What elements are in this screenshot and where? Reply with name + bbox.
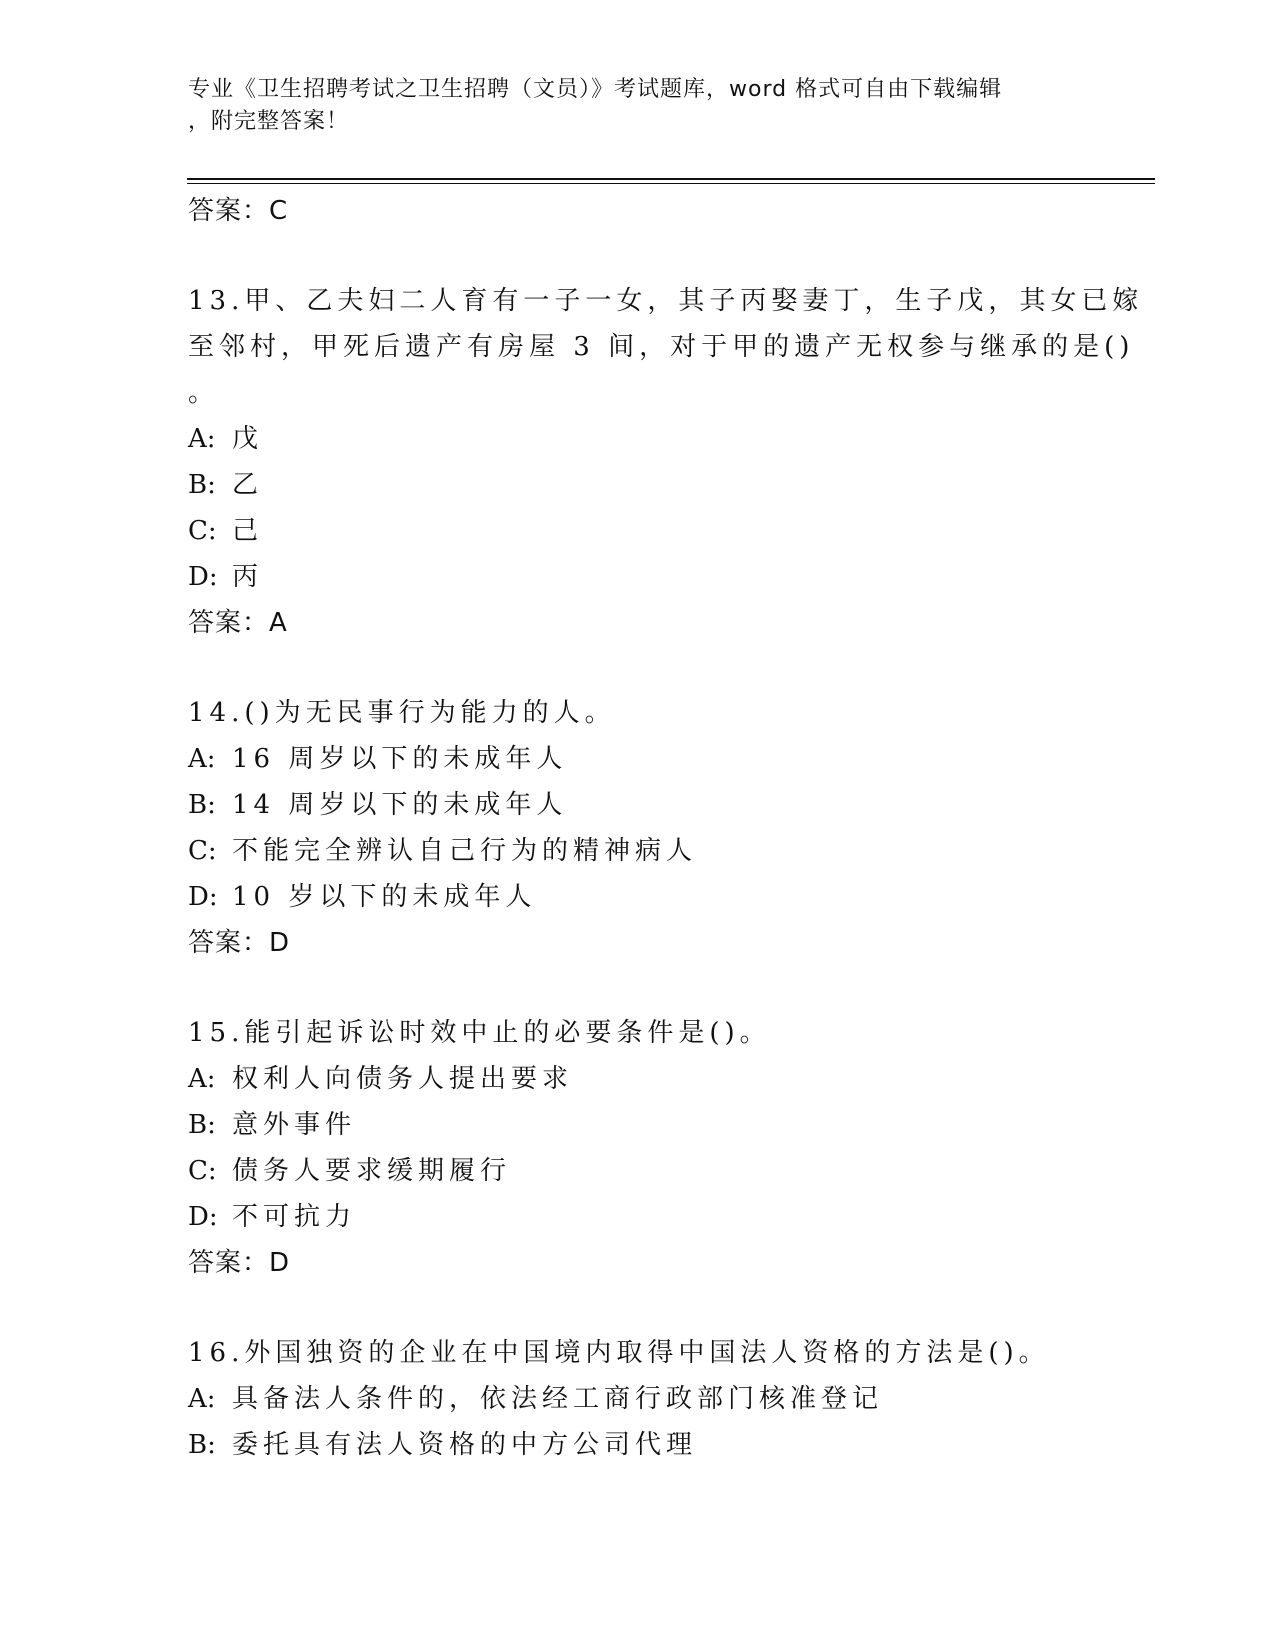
option-letter: A: — [188, 744, 216, 774]
option-a — [188, 416, 1148, 462]
option-text: 10 岁以下的未成年人 — [232, 882, 537, 912]
option-text: 不能完全辨认自己行为的精神病人 — [232, 836, 698, 866]
answer-line: 答案：D — [188, 1248, 291, 1278]
option-text: 委托具有法人资格的中方公司代理 — [232, 1430, 698, 1460]
option-c — [188, 508, 1148, 554]
question-14 — [188, 690, 1148, 966]
option-text: 己 — [232, 516, 264, 546]
question-15 — [188, 1010, 1148, 1286]
spacer — [188, 646, 1148, 690]
option-a — [188, 1376, 1148, 1422]
option-text: 戊 — [232, 424, 264, 454]
option-b — [188, 462, 1148, 508]
option-letter: D: — [188, 882, 218, 912]
question-text-line: 16.外国独资的企业在中国境内取得中国法人资格的方法是()。 — [188, 1338, 1050, 1368]
option-c — [188, 1148, 1148, 1194]
option-letter: C: — [188, 516, 217, 546]
option-text: 丙 — [232, 562, 264, 592]
question-text-line: 14.()为无民事行为能力的人。 — [188, 698, 616, 728]
option-letter: A: — [188, 1384, 216, 1414]
question-text-line: 至邻村，甲死后遗产有房屋 3 间，对于甲的遗产无权参与继承的是() — [188, 332, 1135, 362]
option-text: 不可抗力 — [232, 1202, 357, 1232]
option-d — [188, 554, 1148, 600]
option-c — [188, 828, 1148, 874]
question-16 — [188, 1330, 1148, 1468]
option-letter: C: — [188, 836, 217, 866]
header-divider-thin — [187, 183, 1155, 184]
option-a — [188, 1056, 1148, 1102]
spacer — [188, 234, 1148, 278]
option-b — [188, 1422, 1148, 1468]
question-text-line: 15.能引起诉讼时效中止的必要条件是()。 — [188, 1018, 771, 1048]
option-letter: C: — [188, 1156, 217, 1186]
option-text: 14 周岁以下的未成年人 — [232, 790, 568, 820]
option-letter: D: — [188, 562, 218, 592]
question-13 — [188, 278, 1148, 646]
option-letter: B: — [188, 470, 216, 500]
option-d — [188, 1194, 1148, 1240]
option-letter: D: — [188, 1202, 218, 1232]
option-text: 乙 — [232, 470, 264, 500]
header-line-1: 专业《卫生招聘考试之卫生招聘（文员）》考试题库，word 格式可自由下载编辑 — [188, 77, 1003, 102]
header-divider-thick — [187, 178, 1155, 180]
option-text: 意外事件 — [232, 1110, 357, 1140]
spacer — [188, 1286, 1148, 1330]
option-a — [188, 736, 1148, 782]
option-b — [188, 782, 1148, 828]
option-text: 16 周岁以下的未成年人 — [232, 744, 568, 774]
option-letter: B: — [188, 1430, 216, 1460]
option-letter: A: — [188, 1064, 216, 1094]
option-letter: B: — [188, 790, 216, 820]
option-b — [188, 1102, 1148, 1148]
option-d — [188, 874, 1148, 920]
option-text: 权利人向债务人提出要求 — [232, 1064, 574, 1094]
previous-answer: 答案：C — [188, 196, 289, 226]
spacer — [188, 966, 1148, 1010]
question-list — [188, 188, 1148, 1468]
option-letter: B: — [188, 1110, 216, 1140]
question-text-line: 。 — [188, 378, 220, 408]
document-header — [188, 74, 1068, 138]
option-letter: A: — [188, 424, 216, 454]
question-text-line: 13.甲、乙夫妇二人育有一子一女，其子丙娶妻丁，生子戊，其女已嫁 — [188, 286, 1144, 316]
option-text: 债务人要求缓期履行 — [232, 1156, 512, 1186]
answer-line: 答案：A — [188, 608, 288, 638]
option-text: 具备法人条件的，依法经工商行政部门核准登记 — [232, 1384, 884, 1414]
header-line-2: ，附完整答案！ — [188, 109, 350, 134]
answer-line: 答案：D — [188, 928, 291, 958]
